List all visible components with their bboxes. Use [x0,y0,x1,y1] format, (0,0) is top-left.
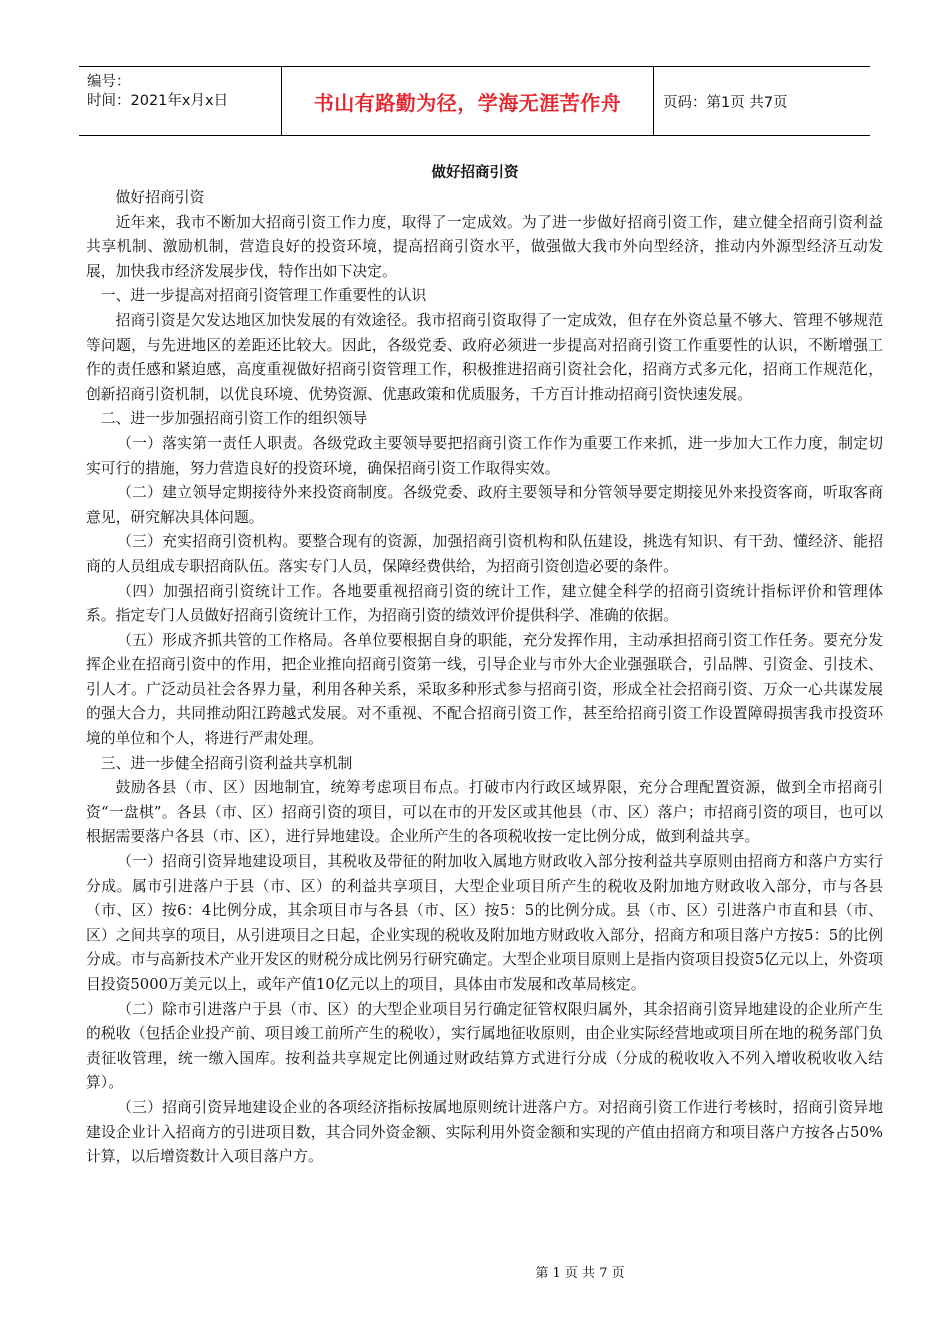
document-title: 做好招商引资 [431,165,519,181]
section-heading: 一、进一步提高对招商引资管理工作重要性的认识 [100,287,427,305]
paragraph: （三）充实招商引资机构。要整合现有的资源，加强招商引资机构和队伍建设，挑选有知识、有干劲、懂经济、能招商的人员组成专职招商队伍。落实专门人员，保障经费供给，为招商引资创造必要的条件。 [86,533,883,575]
header-meta [79,67,282,135]
document-date-label: 时间：2021年x月x日 [87,93,229,109]
paragraph: （一）招商引资异地建设项目，其税收及带征的附加收入属地方财政收入部分按利益共享原则由招商方和落户方实行分成。属市引进落户于县（市、区）的利益共享项目，大型企业项目所产生的税收及附加地方财政收入部分，市与各县（市、区）按6：4比例分成，其余项目市与各县（市、区）按5：5的比例分成。县（市、区）引进落户市直和县（市、区）之间共享的项目，从引进项目之日起，企业实现的税收及附加地方财政收入部分，招商方和项目落户方按5：5的比例分成。市与高新技术产业开发区的财税分成比例另行研究确定。大型企业项目原则上是指内资项目投资5亿元以上，外资项目投资5000万美元以上，或年产值10亿元以上的项目，具体由市发展和改革局核定。 [86,853,883,993]
section-heading: 二、进一步加强招商引资工作的组织领导 [100,410,368,428]
section-heading: 三、进一步健全招商引资利益共享机制 [100,754,353,772]
paragraph: （五）形成齐抓共管的工作格局。各单位要根据自身的职能，充分发挥作用，主动承担招商引资工作任务。要充分发挥企业在招商引资中的作用，把企业推向招商引资第一线，引导企业与市外大企业强强联合，引品牌、引资金、引技术、引人才。广泛动员社会各界力量，利用各种关系，采取多种形式参与招商引资，形成全社会招商引资、万众一心共谋发展的强大合力，共同推动阳江跨越式发展。对不重视、不配合招商引资工作，甚至给招商引资工作设置障碍损害我市投资环境的单位和个人，将进行严肃处理。 [86,631,883,748]
header-motto: 书山有路勤为径，学海无涯苦作舟 [282,67,654,135]
page-header [79,66,870,136]
paragraph: 鼓励各县（市、区）因地制宜，统筹考虑项目布点。打破市内行政区域界限，充分合理配置资源，做到全市招商引资“一盘棋”。各县（市、区）招商引资的项目，可以在市的开发区或其他县（市、区）落户；市招商引资的项目，也可以根据需要落户各县（市、区），进行异地建设。企业所产生的各项税收按一定比例分成，做到利益共享。 [86,779,883,846]
page-footer: 第 1 页 共 7 页 [535,1266,625,1281]
paragraph: （二）建立领导定期接待外来投资商制度。各级党委、政府主要领导和分管领导要定期接见外来投资客商，听取客商意见，研究解决具体问题。 [86,484,883,526]
paragraph: 做好招商引资 [115,189,205,206]
paragraph: 招商引资是欠发达地区加快发展的有效途径。我市招商引资取得了一定成效，但存在外资总量不够大、管理不够规范等问题，与先进地区的差距还比较大。因此，各级党委、政府必须进一步提高对招商引资工作重要性的认识，不断增强工作的责任感和紧迫感，高度重视做好招商引资管理工作，积极推进招商引资社会化，招商方式多元化，招商工作规范化，创新招商引资机制，以优良环境、优势资源、优惠政策和优质服务，千方百计推动招商引资快速发展。 [86,311,883,403]
document-number-label: 编号： [87,74,131,90]
paragraph: （四）加强招商引资统计工作。各地要重视招商引资的统计工作，建立健全科学的招商引资统计指标评价和管理体系。指定专门人员做好招商引资统计工作，为招商引资的绩效评价提供科学、准确的依据。 [86,582,883,625]
document-body [86,186,883,1170]
paragraph: （二）除市引进落户于县（市、区）的大型企业项目另行确定征管权限归属外，其余招商引资异地建设的企业所产生的税收（包括企业投产前、项目竣工前所产生的税收），实行属地征收原则，由企业实际经营地或项目所在地的税务部门负责征收管理，统一缴入国库。按利益共享规定比例通过财政结算方式进行分成（分成的税收收入不列入增收税收收入结算）。 [86,1000,883,1092]
header-page-info: 页码：第1页 共7页 [663,94,788,111]
paragraph: （三）招商引资异地建设企业的各项经济指标按属地原则统计进落户方。对招商引资工作进行考核时，招商引资异地建设企业计入招商方的引进项目数，其合同外资金额、实际利用外资金额和实现的产值由招商方和项目落户方按各占50%计算，以后增资数计入项目落户方。 [86,1098,883,1166]
paragraph: （一）落实第一责任人职责。各级党政主要领导要把招商引资工作作为重要工作来抓，进一步加大工作力度，制定切实可行的措施，努力营造良好的投资环境，确保招商引资工作取得实效。 [86,434,883,477]
paragraph: 近年来，我市不断加大招商引资工作力度，取得了一定成效。为了进一步做好招商引资工作，建立健全招商引资利益共享机制、激励机制，营造良好的投资环境，提高招商引资水平，做强做大我市外向型经济，推动内外源型经济互动发展，加快我市经济发展步伐，特作出如下决定。 [86,213,883,280]
